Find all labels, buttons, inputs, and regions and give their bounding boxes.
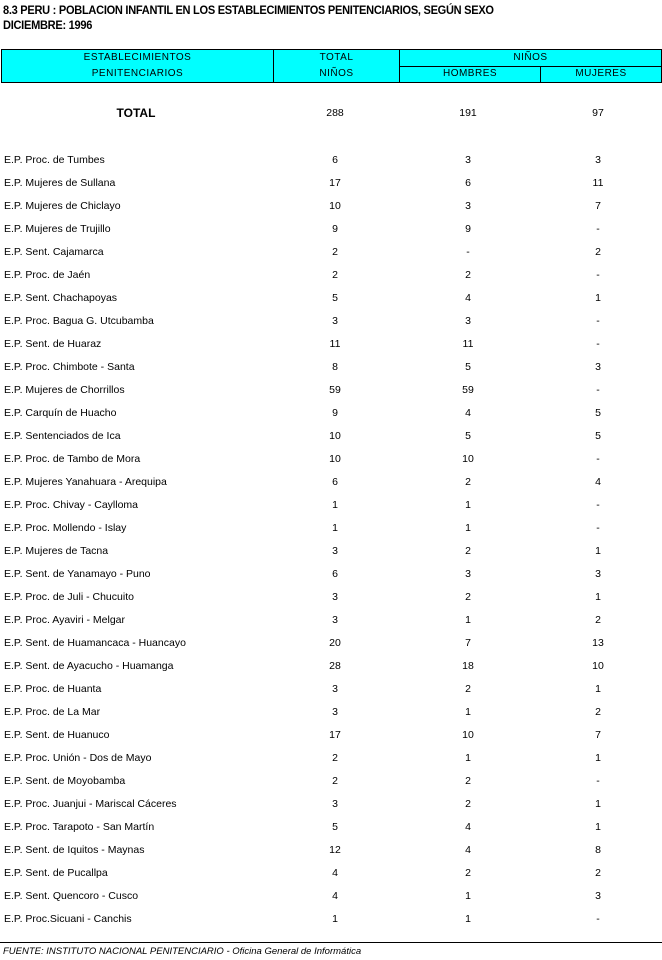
table-row — [0, 175, 662, 191]
mujeres-count: 2 — [595, 614, 601, 626]
table-row — [0, 589, 662, 605]
table-row — [0, 612, 662, 628]
table-row — [0, 911, 662, 927]
hombres-count: 4 — [465, 821, 471, 833]
hombres-count: 2 — [465, 591, 471, 603]
hombres-count: 1 — [465, 913, 471, 925]
mujeres-count: 5 — [595, 407, 601, 419]
mujeres-count: - — [596, 315, 600, 327]
total-ninos: 10 — [329, 453, 341, 465]
establishment-name: E.P. Proc. de Tumbes — [4, 154, 105, 166]
table-row — [0, 497, 662, 513]
establishment-name: E.P. Sentenciados de Ica — [4, 430, 121, 442]
hombres-count: 2 — [465, 798, 471, 810]
hombres-count: 10 — [462, 453, 474, 465]
mujeres-count: 1 — [595, 591, 601, 603]
header-total-line1: TOTAL — [319, 52, 354, 63]
footer-divider — [0, 942, 662, 943]
hombres-count: 1 — [465, 890, 471, 902]
mujeres-count: 1 — [595, 821, 601, 833]
table-row — [0, 888, 662, 904]
table-row — [0, 198, 662, 214]
table-row — [0, 796, 662, 812]
hombres-count: 1 — [465, 752, 471, 764]
hombres-count: 59 — [462, 384, 474, 396]
establishment-name: E.P. Mujeres de Sullana — [4, 177, 116, 189]
total-ninos: 2 — [332, 775, 338, 787]
total-ninos: 3 — [332, 706, 338, 718]
hombres-count: 3 — [465, 154, 471, 166]
hombres-count: 4 — [465, 407, 471, 419]
mujeres-count: 1 — [595, 545, 601, 557]
total-ninos: 11 — [329, 338, 341, 350]
mujeres-count: 13 — [592, 637, 604, 649]
establishment-name: E.P. Proc. de Jaén — [4, 269, 91, 281]
hombres-count: 1 — [465, 499, 471, 511]
hombres-count: 2 — [465, 775, 471, 787]
mujeres-count: 3 — [595, 568, 601, 580]
establishment-name: E.P. Sent. de Iquitos - Maynas — [4, 844, 145, 856]
table-row — [0, 359, 662, 375]
hombres-count: 7 — [465, 637, 471, 649]
hombres-count: 4 — [465, 844, 471, 856]
mujeres-count: - — [596, 269, 600, 281]
establishment-name: E.P. Sent. de Huanuco — [4, 729, 110, 741]
mujeres-count: - — [596, 338, 600, 350]
table-row — [0, 635, 662, 651]
establishment-name: E.P. Proc. Bagua G. Utcubamba — [4, 315, 154, 327]
hombres-count: 3 — [465, 200, 471, 212]
mujeres-count: 5 — [595, 430, 601, 442]
hombres-count: 1 — [465, 706, 471, 718]
total-hombres: 191 — [459, 107, 477, 119]
hombres-count: - — [466, 246, 470, 258]
total-ninos: 1 — [332, 522, 338, 534]
mujeres-count: 2 — [595, 867, 601, 879]
table-row — [0, 405, 662, 421]
total-ninos: 3 — [332, 315, 338, 327]
table-row — [0, 750, 662, 766]
establishment-name: E.P. Mujeres Yanahuara - Arequipa — [4, 476, 167, 488]
mujeres-count: 7 — [595, 200, 601, 212]
total-ninos: 1 — [332, 913, 338, 925]
total-ninos: 2 — [332, 246, 338, 258]
establishment-name: E.P. Proc. Juanjui - Mariscal Cáceres — [4, 798, 177, 810]
table-row — [0, 382, 662, 398]
hombres-count: 1 — [465, 522, 471, 534]
table-row — [0, 290, 662, 306]
total-ninos: 17 — [329, 177, 341, 189]
hombres-count: 5 — [465, 430, 471, 442]
table-row — [0, 244, 662, 260]
establishment-name: E.P. Sent. de Huamancaca - Huancayo — [4, 637, 186, 649]
establishment-name: E.P. Sent. de Huaraz — [4, 338, 102, 350]
establishment-name: E.P. Sent. de Pucallpa — [4, 867, 108, 879]
hombres-count: 2 — [465, 476, 471, 488]
mujeres-count: - — [596, 453, 600, 465]
page-title: 8.3 PERU : POBLACION INFANTIL EN LOS ESTABLECIMIENTOS PENITENCIARIOS, SEGÚN SEXO — [3, 3, 494, 17]
total-ninos: 17 — [329, 729, 341, 741]
mujeres-count: 1 — [595, 683, 601, 695]
establishment-name: E.P. Proc. Chimbote - Santa — [4, 361, 135, 373]
total-ninos: 3 — [332, 591, 338, 603]
mujeres-count: - — [596, 499, 600, 511]
establishment-name: E.P. Mujeres de Chiclayo — [4, 200, 121, 212]
total-mujeres: 97 — [592, 107, 604, 119]
mujeres-count: 1 — [595, 798, 601, 810]
table-row — [0, 773, 662, 789]
total-ninos: 8 — [332, 361, 338, 373]
total-ninos: 6 — [332, 154, 338, 166]
mujeres-count: 8 — [595, 844, 601, 856]
hombres-count: 2 — [465, 269, 471, 281]
total-ninos: 3 — [332, 545, 338, 557]
table-row — [0, 819, 662, 835]
mujeres-count: 1 — [595, 752, 601, 764]
hombres-count: 9 — [465, 223, 471, 235]
mujeres-count: 1 — [595, 292, 601, 304]
table-row — [0, 681, 662, 697]
establishment-name: E.P. Sent. Quencoro - Cusco — [4, 890, 139, 902]
table-row — [0, 152, 662, 168]
mujeres-count: 4 — [595, 476, 601, 488]
total-ninos: 3 — [332, 683, 338, 695]
hombres-count: 2 — [465, 545, 471, 557]
total-ninos: 3 — [332, 614, 338, 626]
total-ninos: 2 — [332, 752, 338, 764]
establishment-name: E.P. Proc. de La Mar — [4, 706, 101, 718]
source-footnote: FUENTE: INSTITUTO NACIONAL PENITENCIARIO - Oficina General de Informática — [3, 946, 362, 957]
hombres-count: 18 — [462, 660, 474, 672]
establishment-name: E.P. Mujeres de Chorrillos — [4, 384, 125, 396]
mujeres-count: - — [596, 913, 600, 925]
header-ninos-group: NIÑOS — [513, 52, 548, 63]
hombres-count: 5 — [465, 361, 471, 373]
table-row — [0, 865, 662, 881]
establishment-name: E.P. Proc. Ayaviri - Melgar — [4, 614, 125, 626]
header-hombres: HOMBRES — [442, 68, 498, 79]
total-ninos: 10 — [329, 200, 341, 212]
mujeres-count: 3 — [595, 154, 601, 166]
total-ninos: 59 — [329, 384, 341, 396]
establishment-name: E.P. Proc. de Tambo de Mora — [4, 453, 141, 465]
establishment-name: E.P. Proc. Chivay - Caylloma — [4, 499, 139, 511]
establishment-name: E.P. Proc. de Juli - Chucuito — [4, 591, 134, 603]
table-row — [0, 704, 662, 720]
establishment-name: E.P. Mujeres de Tacna — [4, 545, 109, 557]
establishment-name: E.P. Sent. de Yanamayo - Puno — [4, 568, 151, 580]
total-ninos: 3 — [332, 798, 338, 810]
table-row — [0, 842, 662, 858]
total-label: TOTAL — [116, 106, 156, 120]
total-ninos: 5 — [332, 292, 338, 304]
total-ninos: 6 — [332, 476, 338, 488]
total-ninos: 9 — [332, 223, 338, 235]
total-row — [0, 105, 662, 121]
hombres-count: 10 — [462, 729, 474, 741]
total-ninos: 1 — [332, 499, 338, 511]
table-row — [0, 474, 662, 490]
hombres-count: 3 — [465, 315, 471, 327]
mujeres-count: 3 — [595, 890, 601, 902]
hombres-count: 4 — [465, 292, 471, 304]
mujeres-count: 10 — [592, 660, 604, 672]
total-ninos: 4 — [332, 867, 338, 879]
table-row — [0, 543, 662, 559]
header-establecimientos-line2: PENITENCIARIOS — [91, 68, 184, 79]
mujeres-count: 11 — [592, 177, 604, 189]
mujeres-count: - — [596, 522, 600, 534]
establishment-name: E.P. Sent. de Moyobamba — [4, 775, 126, 787]
total-ninos: 20 — [329, 637, 341, 649]
header-mujeres: MUJERES — [575, 68, 627, 79]
establishment-name: E.P. Sent. Cajamarca — [4, 246, 104, 258]
hombres-count: 11 — [462, 338, 474, 350]
total-ninos: 2 — [332, 269, 338, 281]
total-ninos: 5 — [332, 821, 338, 833]
mujeres-count: - — [596, 384, 600, 396]
establishment-name: E.P. Sent. de Ayacucho - Huamanga — [4, 660, 174, 672]
establishment-name: E.P. Carquín de Huacho — [4, 407, 117, 419]
total-ninos: 4 — [332, 890, 338, 902]
table-row — [0, 566, 662, 582]
header-establecimientos-line1: ESTABLECIMIENTOS — [83, 52, 192, 63]
mujeres-count: 7 — [595, 729, 601, 741]
table-header — [1, 49, 662, 83]
establishment-name: E.P. Sent. Chachapoyas — [4, 292, 118, 304]
header-divider — [399, 66, 661, 67]
establishment-name: E.P. Proc. Tarapoto - San Martín — [4, 821, 155, 833]
total-ninos: 288 — [326, 107, 344, 119]
table-row — [0, 267, 662, 283]
total-ninos: 12 — [329, 844, 341, 856]
mujeres-count: 3 — [595, 361, 601, 373]
establishment-name: E.P. Proc.Sicuani - Canchis — [4, 913, 132, 925]
establishment-name: E.P. Proc. de Huanta — [4, 683, 102, 695]
establishment-name: E.P. Mujeres de Trujillo — [4, 223, 111, 235]
table-row — [0, 221, 662, 237]
table-row — [0, 313, 662, 329]
table-row — [0, 451, 662, 467]
mujeres-count: - — [596, 223, 600, 235]
header-total-line2: NIÑOS — [319, 68, 354, 79]
mujeres-count: 2 — [595, 246, 601, 258]
total-ninos: 10 — [329, 430, 341, 442]
total-ninos: 9 — [332, 407, 338, 419]
table-row — [0, 336, 662, 352]
hombres-count: 3 — [465, 568, 471, 580]
hombres-count: 2 — [465, 683, 471, 695]
hombres-count: 2 — [465, 867, 471, 879]
establishment-name: E.P. Proc. Unión - Dos de Mayo — [4, 752, 152, 764]
establishment-name: E.P. Proc. Mollendo - Islay — [4, 522, 127, 534]
table-row — [0, 428, 662, 444]
table-row — [0, 658, 662, 674]
mujeres-count: - — [596, 775, 600, 787]
page-subtitle-date: DICIEMBRE: 1996 — [3, 18, 93, 32]
table-row — [0, 727, 662, 743]
hombres-count: 1 — [465, 614, 471, 626]
total-ninos: 28 — [329, 660, 341, 672]
total-ninos: 6 — [332, 568, 338, 580]
mujeres-count: 2 — [595, 706, 601, 718]
table-row — [0, 520, 662, 536]
hombres-count: 6 — [465, 177, 471, 189]
